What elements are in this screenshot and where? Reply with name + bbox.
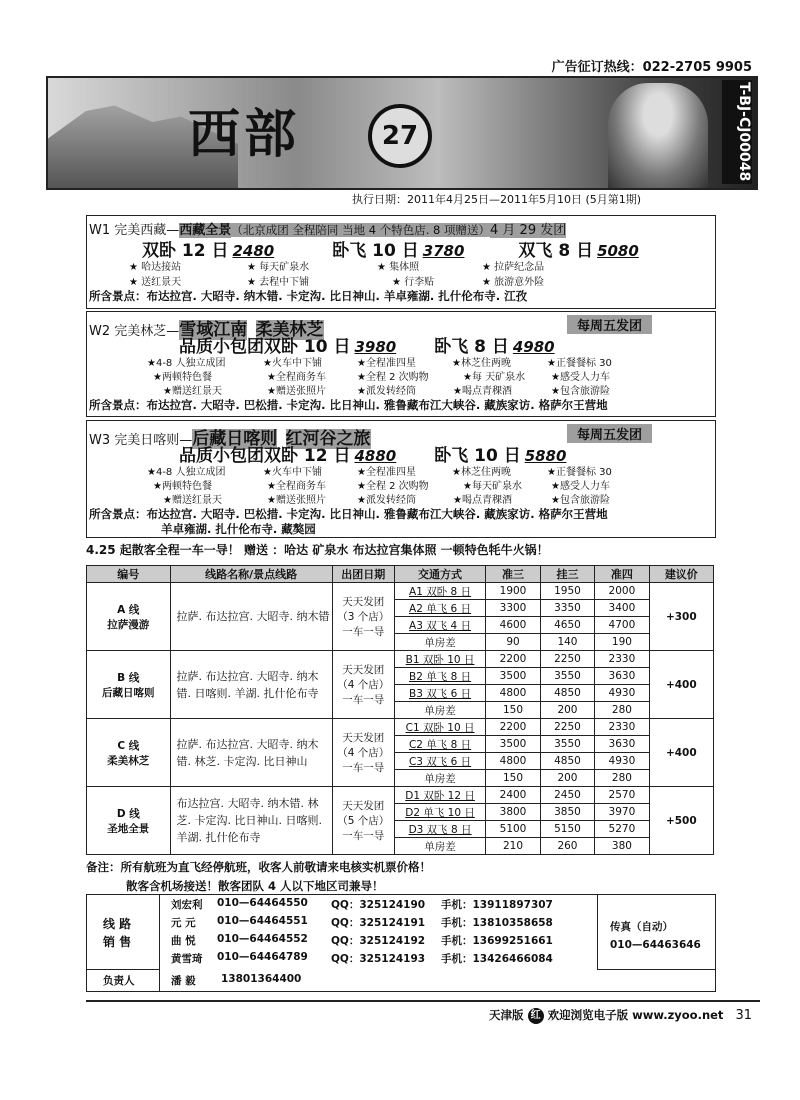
- line-name: 后藏日喀则: [102, 686, 155, 699]
- th-std4: 准四: [595, 566, 649, 583]
- w2-p2-label: 卧飞 8 日: [434, 337, 509, 357]
- price-cell: 5270: [595, 821, 649, 838]
- price-cell: 2400: [486, 787, 540, 804]
- contact-row: [171, 933, 591, 951]
- transport-cell: D3 双飞 8 日: [394, 821, 485, 838]
- w1-p3-label: 双飞 8 日: [518, 241, 594, 261]
- line-code: B 线: [117, 671, 140, 684]
- transport-cell: 单房差: [394, 838, 485, 855]
- w3-feature-3: ★全程准四星: [357, 467, 416, 478]
- price-cell: 140: [540, 634, 594, 651]
- price-cell: 3550: [540, 668, 594, 685]
- price-cell: 260: [540, 838, 594, 855]
- w2-feature-4: ★林芝住两晚: [452, 358, 511, 369]
- line-code-cell: [87, 651, 171, 719]
- price-cell: 5100: [486, 821, 540, 838]
- price-cell: 2200: [486, 651, 540, 668]
- note-line-1: 备注：所有航班为直飞经停航班，收客人前敬请来电核实机票价格！: [86, 860, 431, 874]
- contact-tel: 010—64464789: [217, 951, 308, 963]
- banner-title: 西部: [188, 104, 301, 165]
- contact-name: 元 元: [171, 917, 196, 929]
- contact-box: [86, 894, 716, 992]
- price-cell: 4600: [486, 617, 540, 634]
- w1-title-b: 西藏全景: [179, 223, 232, 238]
- table-row: [87, 719, 714, 736]
- transport-cell: 单房差: [394, 702, 485, 719]
- w1-gift-7: ★ 行李贴: [392, 277, 435, 288]
- departure-date1: 天天发团: [342, 596, 385, 608]
- w1-gift-5: ★ 送红景天: [129, 277, 182, 288]
- line-departure: [332, 651, 394, 719]
- departure-date2: （3 个店）: [337, 611, 390, 623]
- red-logo-icon: 红: [528, 1008, 544, 1024]
- w2-feature-1: ★4-8 人独立成团: [147, 358, 226, 369]
- w1-title-c: （北京成团 全程陪同 当地 4 个特色店. 8 项赠送）: [231, 223, 491, 237]
- transport-cell: D2 单飞 10 日: [394, 804, 485, 821]
- table-row: [87, 651, 714, 668]
- w2-feature-6: ★两顿特色餐: [153, 372, 212, 383]
- page-footer: [489, 1007, 752, 1024]
- w3-feature-13: ★派发转经筒: [357, 495, 416, 506]
- price-cell: 2200: [486, 719, 540, 736]
- price-cell: 4850: [540, 753, 594, 770]
- contact-qq: QQ：325124192: [331, 935, 426, 947]
- price-cell: 4930: [595, 753, 649, 770]
- price-cell: 280: [595, 702, 649, 719]
- w2-p1-label: 品质小包团双卧 10 日: [179, 337, 351, 357]
- w3-feature-11: ★赠送红景天: [163, 495, 222, 506]
- transport-cell: 单房差: [394, 634, 485, 651]
- price-cell: 1900: [486, 583, 540, 600]
- price-cell: 3630: [595, 668, 649, 685]
- contact-mobile: 手机：13699251661: [441, 935, 553, 947]
- w3-title-a: W3 完美日喀则—: [89, 433, 193, 448]
- price-cell: 3350: [540, 600, 594, 617]
- price-cell: 2450: [540, 787, 594, 804]
- contact-qq: QQ：325124193: [331, 953, 426, 965]
- w1-p2-label: 卧飞 10 日: [332, 241, 419, 261]
- people-list: [171, 897, 591, 969]
- w2-feature-10: ★感受人力车: [551, 372, 610, 383]
- w2-title-a: W2 完美林芝—: [89, 324, 180, 339]
- suggest-price: +500: [649, 787, 713, 855]
- contact-mobile: 手机：13810358658: [441, 917, 553, 929]
- w1-gift-6: ★ 去程中下铺: [247, 277, 310, 288]
- w2-title-b: 雪域江南: [179, 320, 248, 340]
- w3-feature-6: ★两顿特色餐: [153, 481, 212, 492]
- price-cell: 2250: [540, 719, 594, 736]
- th-rated3: 挂三: [540, 566, 594, 583]
- transport-cell: B3 双飞 6 日: [394, 685, 485, 702]
- contact-name: 刘宏利: [171, 899, 203, 911]
- w2-p1-price: 3980: [354, 338, 397, 356]
- contact-mobile: 手机：13911897307: [441, 899, 553, 911]
- edition: 天津版: [489, 1008, 524, 1022]
- w1-gift-1: ★ 哈达接站: [129, 262, 182, 273]
- table-header-row: [87, 566, 714, 583]
- th-route: 线路名称/景点线路: [170, 566, 332, 583]
- th-suggest: 建议价: [649, 566, 713, 583]
- issue-number: 27: [368, 104, 432, 168]
- page-number: 31: [735, 1008, 752, 1023]
- price-cell: 3400: [595, 600, 649, 617]
- price-cell: 2570: [595, 787, 649, 804]
- contact-row: [171, 915, 591, 933]
- w2-feature-14: ★喝点青稞酒: [453, 386, 512, 397]
- w3-feature-14: ★喝点青稞酒: [453, 495, 512, 506]
- w2-feature-2: ★火车中下铺: [263, 358, 322, 369]
- price-cell: 4800: [486, 685, 540, 702]
- w2-feature-12: ★赠送张照片: [267, 386, 326, 397]
- w2-feature-5: ★正餐餐标 30: [547, 358, 612, 369]
- w2-feature-11: ★赠送红景天: [163, 386, 222, 397]
- departure-date3: 一车一导: [342, 830, 385, 842]
- price-cell: 210: [486, 838, 540, 855]
- departure-date1: 天天发团: [342, 732, 385, 744]
- line-route: 拉萨. 布达拉宫. 大昭寺. 纳木错: [170, 583, 332, 651]
- manager-name: 潘 毅: [171, 975, 196, 987]
- price-cell: 3850: [540, 804, 594, 821]
- departure-date1: 天天发团: [342, 800, 385, 812]
- execution-date: 执行日期：2011年4月25日—2011年5月10日 (5月第1期): [352, 193, 642, 206]
- line-departure: [332, 719, 394, 787]
- manager-label-cell: [87, 969, 160, 991]
- w2-title-c: 柔美林芝: [255, 320, 324, 340]
- w1-sights: 所含景点：布达拉宫. 大昭寺. 纳木错. 卡定沟. 比日神山. 羊卓雍湖. 扎什伦布寺. 江孜: [89, 289, 528, 303]
- fax-cell: [597, 895, 716, 970]
- manager-label: 负责人: [103, 975, 135, 987]
- price-cell: 3500: [486, 736, 540, 753]
- transport-cell: A3 双飞 4 日: [394, 617, 485, 634]
- departure-date2: （5 个店）: [337, 815, 390, 827]
- line-route: 布达拉宫. 大昭寺. 纳木错. 林芝. 卡定沟. 比日神山. 日喀则. 羊湖. 扎什伦布寺: [170, 787, 332, 855]
- w2-feature-7: ★全程商务车: [267, 372, 326, 383]
- line-code: C 线: [117, 739, 140, 752]
- w3-feature-5: ★正餐餐标 30: [547, 467, 612, 478]
- suggest-price: +300: [649, 583, 713, 651]
- w2-sights: 所含景点：布达拉宫. 大昭寺. 巴松措. 卡定沟. 比日神山. 雅鲁藏布江大峡谷. 藏族家访. 格萨尔王营地: [89, 398, 608, 412]
- line-route: 拉萨. 布达拉宫. 大昭寺. 纳木错. 日喀则. 羊湖. 扎什伦布寺: [170, 651, 332, 719]
- departure-date2: （4 个店）: [337, 747, 390, 759]
- th-std3: 准三: [486, 566, 540, 583]
- price-cell: 150: [486, 770, 540, 787]
- w3-p2-label: 卧飞 10 日: [434, 446, 521, 466]
- w1-p3-price: 5080: [597, 242, 639, 260]
- w3-feature-10: ★感受人力车: [551, 481, 610, 492]
- table-body: [87, 583, 714, 855]
- price-cell: 150: [486, 702, 540, 719]
- w1-p1-price: 2480: [232, 242, 275, 260]
- departure-date3: 一车一导: [342, 762, 385, 774]
- w2-feature-13: ★派发转经筒: [357, 386, 416, 397]
- w2-departure: 每周五发团: [567, 315, 652, 334]
- price-cell: 190: [595, 634, 649, 651]
- line-code-cell: [87, 719, 171, 787]
- fax-number: 010—64463646: [610, 939, 701, 951]
- w2-feature-3: ★全程准四星: [357, 358, 416, 369]
- contact-name: 曲 悦: [171, 935, 196, 947]
- w1-title-a: W1 完美西藏—: [89, 223, 180, 238]
- line-departure: [332, 583, 394, 651]
- line-route: 拉萨. 布达拉宫. 大昭寺. 纳木错. 林芝. 卡定沟. 比日神山: [170, 719, 332, 787]
- w2-feature-9: ★每 天矿泉水: [463, 372, 526, 383]
- price-cell: 200: [540, 702, 594, 719]
- w3-feature-9: ★每天矿泉水: [463, 481, 522, 492]
- line-name: 柔美林芝: [107, 754, 150, 767]
- departure-date3: 一车一导: [342, 626, 385, 638]
- line-code-cell: [87, 583, 171, 651]
- w1-gift-3: ★ 集体照: [377, 262, 420, 273]
- w3-feature-2: ★火车中下铺: [263, 467, 322, 478]
- price-cell: 4850: [540, 685, 594, 702]
- w3-p1-label: 品质小包团双卧 12 日: [179, 446, 351, 466]
- w2-p2-price: 4980: [512, 338, 555, 356]
- price-cell: 3300: [486, 600, 540, 617]
- departure-date3: 一车一导: [342, 694, 385, 706]
- line-name: 拉萨漫游: [107, 618, 150, 631]
- departure-date1: 天天发团: [342, 664, 385, 676]
- slogan: 欢迎浏览电子版 www.zyoo.net: [547, 1008, 724, 1022]
- footer-divider: [86, 1000, 760, 1002]
- w3-feature-4: ★林芝住两晚: [452, 467, 511, 478]
- contact-qq: QQ：325124191: [331, 917, 426, 929]
- table-row: [87, 583, 714, 600]
- price-cell: 2250: [540, 651, 594, 668]
- contact-row: [171, 897, 591, 915]
- w3-feature-12: ★赠送张照片: [267, 495, 326, 506]
- line-name: 圣地全景: [107, 822, 150, 835]
- fax-label: 传真（自动）: [610, 921, 673, 933]
- w1-gift-2: ★ 每天矿泉水: [247, 262, 310, 273]
- contact-row: [171, 951, 591, 969]
- route-w3: [86, 420, 716, 538]
- th-date: 出团日期: [332, 566, 394, 583]
- w3-title-c: 红河谷之旅: [285, 429, 371, 449]
- price-cell: 280: [595, 770, 649, 787]
- price-cell: 1950: [540, 583, 594, 600]
- w2-feature-15: ★包含旅游险: [551, 386, 610, 397]
- transport-cell: A1 双卧 8 日: [394, 583, 485, 600]
- price-cell: 3800: [486, 804, 540, 821]
- w3-feature-1: ★4-8 人独立成团: [147, 467, 226, 478]
- contact-tel: 010—64464550: [217, 897, 308, 909]
- contact-mobile: 手机：13426466084: [441, 953, 553, 965]
- price-cell: 3970: [595, 804, 649, 821]
- price-cell: 3500: [486, 668, 540, 685]
- w3-p1-price: 4880: [354, 447, 397, 465]
- price-cell: 3550: [540, 736, 594, 753]
- table-row: [87, 787, 714, 804]
- contact-name: 黄雪琦: [171, 953, 203, 965]
- contact-tel: 010—64464552: [217, 933, 308, 945]
- transport-cell: A2 单飞 6 日: [394, 600, 485, 617]
- price-cell: 3630: [595, 736, 649, 753]
- price-cell: 5150: [540, 821, 594, 838]
- ad-hotline: 广告征订热线：022-2705 9905: [551, 60, 752, 75]
- transport-cell: B1 双卧 10 日: [394, 651, 485, 668]
- tibetan-dancer-image: [608, 83, 708, 188]
- price-cell: 4650: [540, 617, 594, 634]
- transport-cell: C3 双飞 6 日: [394, 753, 485, 770]
- transport-cell: B2 单飞 8 日: [394, 668, 485, 685]
- line-code-cell: [87, 787, 171, 855]
- price-cell: 4700: [595, 617, 649, 634]
- w1-gift-8: ★ 旅游意外险: [482, 277, 545, 288]
- w3-feature-15: ★包含旅游险: [551, 495, 610, 506]
- notice-banner: 4.25 起散客全程一车一导！ 赠送 ：哈达 矿泉水 布达拉宫集体照 一顿特色牦牛火锅！: [86, 543, 549, 557]
- banner-code: T-BJ-CJ00048: [722, 80, 752, 184]
- transport-cell: C2 单飞 8 日: [394, 736, 485, 753]
- price-cell: 380: [595, 838, 649, 855]
- w3-title-b: 后藏日喀则: [192, 429, 278, 449]
- dept-label-1: 线 路: [103, 917, 132, 931]
- price-cell: 4800: [486, 753, 540, 770]
- w3-feature-7: ★全程商务车: [267, 481, 326, 492]
- price-cell: 2000: [595, 583, 649, 600]
- w1-p1-label: 双卧 12 日: [142, 241, 229, 261]
- transport-cell: 单房差: [394, 770, 485, 787]
- line-departure: [332, 787, 394, 855]
- departure-date2: （4 个店）: [337, 679, 390, 691]
- contact-qq: QQ：325124190: [331, 899, 426, 911]
- price-cell: 4930: [595, 685, 649, 702]
- w1-p2-price: 3780: [422, 242, 465, 260]
- route-w1: [86, 215, 716, 309]
- transport-cell: D1 双卧 12 日: [394, 787, 485, 804]
- price-cell: 2330: [595, 719, 649, 736]
- dept-label-2: 销 售: [103, 935, 132, 949]
- price-table: [86, 565, 714, 855]
- w3-feature-8: ★全程 2 次购物: [357, 481, 429, 492]
- w1-title-d: 4 月 29 发团: [490, 223, 567, 238]
- line-code: D 线: [116, 807, 140, 820]
- w3-sights: 所含景点：布达拉宫. 大昭寺. 巴松措. 卡定沟. 比日神山. 雅鲁藏布江大峡谷. 藏族家访. 格萨尔王营地: [89, 507, 608, 521]
- manager-phone: 13801364400: [221, 973, 302, 985]
- banner: [46, 76, 758, 190]
- w3-departure: 每周五发团: [567, 424, 652, 443]
- th-code: 编号: [87, 566, 171, 583]
- price-cell: 90: [486, 634, 540, 651]
- contact-tel: 010—64464551: [217, 915, 308, 927]
- suggest-price: +400: [649, 651, 713, 719]
- dept-cell: [87, 895, 160, 970]
- w2-feature-8: ★全程 2 次购物: [357, 372, 429, 383]
- transport-cell: C1 双卧 10 日: [394, 719, 485, 736]
- price-cell: 2330: [595, 651, 649, 668]
- suggest-price: +400: [649, 719, 713, 787]
- w3-sights-2: 羊卓雍湖. 扎什伦布寺. 藏獒园: [161, 522, 316, 536]
- line-code: A 线: [117, 603, 140, 616]
- w3-p2-price: 5880: [524, 447, 567, 465]
- th-transport: 交通方式: [394, 566, 485, 583]
- w1-gift-4: ★ 拉萨纪念品: [482, 262, 545, 273]
- note-line-2: 散客含机场接送！散客团队 4 人以下地区司兼导！: [126, 879, 384, 893]
- price-cell: 200: [540, 770, 594, 787]
- route-w2: [86, 311, 716, 417]
